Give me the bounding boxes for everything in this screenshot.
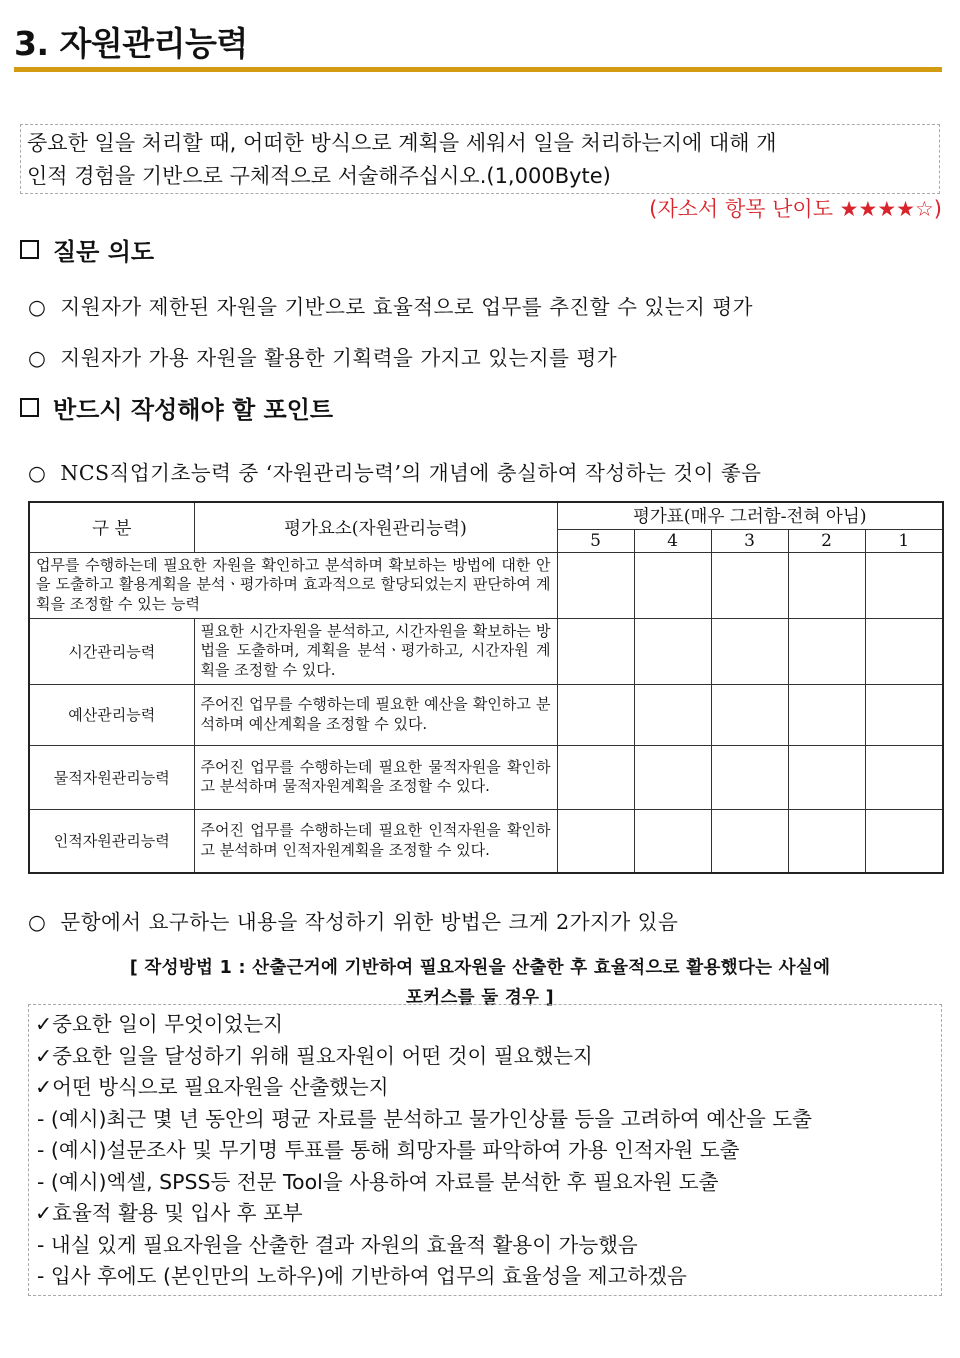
page-title: 3. 자원관리능력: [14, 24, 248, 63]
points-bullet-1: [28, 456, 762, 486]
score-cell[interactable]: [634, 618, 711, 684]
table-row: [29, 745, 943, 809]
score-cell[interactable]: [711, 618, 788, 684]
intent-bullet-1-text: 지원자가 제한된 자원을 기반으로 효율적으로 업무를 추진할 수 있는지 평가: [60, 295, 753, 319]
score-header: 3: [711, 529, 788, 552]
example-item: - 내실 있게 필요자원을 산출한 결과 자원의 효율적 활용이 가능했음: [37, 1232, 638, 1257]
score-cell[interactable]: [557, 684, 634, 745]
score-cell[interactable]: [634, 745, 711, 809]
score-header: 5: [557, 529, 634, 552]
title-underline: [14, 67, 942, 72]
row-description: 주어진 업무를 수행하는데 필요한 물적자원을 확인하고 분석하며 물적자원계획을 조정할 수 있다.: [194, 745, 557, 809]
intent-bullet-1: [28, 290, 753, 320]
checklist-item: ✓중요한 일을 달성하기 위해 필요자원이 어떤 것이 필요했는지: [35, 1043, 593, 1068]
circle-bullet-icon: ○: [28, 346, 47, 370]
section-heading-points: [20, 390, 333, 425]
score-header: 2: [788, 529, 865, 552]
row-description: 주어진 업무를 수행하는데 필요한 예산을 확인하고 분석하며 예산계획을 조정할 수 있다.: [194, 684, 557, 745]
section-heading-points-label: 반드시 작성해야 할 포인트: [53, 396, 334, 424]
circle-bullet-icon: ○: [28, 295, 47, 319]
score-cell[interactable]: [865, 745, 943, 809]
points-bullet-1-text: NCS직업기초능력 중 ‘자원관리능력’의 개념에 충실하여 작성하는 것이 좋음: [60, 461, 762, 485]
header-criteria: 평가요소(자원관리능력): [194, 502, 557, 552]
score-cell[interactable]: [711, 809, 788, 873]
method-1-box: [28, 1004, 942, 1296]
difficulty-rating: (자소서 항목 난이도 ★★★★☆): [649, 197, 942, 221]
circle-bullet-icon: ○: [28, 910, 47, 934]
score-cell[interactable]: [634, 552, 711, 618]
score-cell[interactable]: [865, 809, 943, 873]
header-scale: 평가표(매우 그러함-전혀 아님): [557, 502, 943, 529]
question-box: [20, 124, 940, 194]
score-cell[interactable]: [557, 809, 634, 873]
score-cell[interactable]: [788, 552, 865, 618]
score-cell[interactable]: [711, 745, 788, 809]
table-row: [29, 809, 943, 873]
section-heading-intent: [20, 232, 154, 267]
method-1-title-line-1: [ 작성방법 1 : 산출근거에 기반하여 필요자원을 산출한 후 효율적으로 활용했다는 사실에: [129, 958, 831, 978]
score-cell[interactable]: [865, 684, 943, 745]
evaluation-table: [28, 501, 944, 874]
score-header: 4: [634, 529, 711, 552]
square-bullet-icon: [20, 240, 39, 259]
table-row: [29, 684, 943, 745]
table-row: [29, 552, 943, 618]
score-cell[interactable]: [865, 552, 943, 618]
method-1-title-line-2: 포커스를 둘 경우 ]: [406, 988, 554, 1008]
checklist-item: ✓중요한 일이 무엇이었는지: [35, 1012, 284, 1036]
score-cell[interactable]: [788, 809, 865, 873]
points-bullet-2: [28, 905, 678, 935]
row-category: 물적자원관리능력: [29, 745, 194, 809]
row-description: 필요한 시간자원을 분석하고, 시간자원을 확보하는 방법을 도출하며, 계획을 분석ㆍ평가하고, 시간자원 계획을 조정할 수 있다.: [194, 618, 557, 684]
example-item: - (예시)엑셀, SPSS등 전문 Tool을 사용하여 자료를 분석한 후 필요자원 도출: [37, 1169, 719, 1194]
points-bullet-2-text: 문항에서 요구하는 내용을 작성하기 위한 방법은 크게 2가지가 있음: [60, 910, 679, 934]
score-cell[interactable]: [711, 552, 788, 618]
square-bullet-icon: [20, 398, 39, 417]
intent-bullet-2: [28, 341, 617, 371]
header-category: 구 분: [29, 502, 194, 552]
score-cell[interactable]: [788, 684, 865, 745]
checklist-item: ✓효율적 활용 및 입사 후 포부: [35, 1201, 303, 1225]
score-cell[interactable]: [634, 684, 711, 745]
intent-bullet-2-text: 지원자가 가용 자원을 활용한 기획력을 가지고 있는지를 평가: [60, 346, 618, 370]
circle-bullet-icon: ○: [28, 461, 47, 485]
question-line-2: 인적 경험을 기반으로 구체적으로 서술해주십시오.(1,000Byte): [27, 164, 611, 188]
score-cell[interactable]: [865, 618, 943, 684]
row-category: 인적자원관리능력: [29, 809, 194, 873]
score-cell[interactable]: [711, 684, 788, 745]
score-cell[interactable]: [557, 618, 634, 684]
row-description: 주어진 업무를 수행하는데 필요한 인적자원을 확인하고 분석하며 인적자원계획을 조정할 수 있다.: [194, 809, 557, 873]
section-heading-intent-label: 질문 의도: [53, 238, 155, 266]
criteria-intro: 업무를 수행하는데 필요한 자원을 확인하고 분석하며 확보하는 방법에 대한 안을 도출하고 활용계획을 분석ㆍ평가하며 효과적으로 할당되었는지 판단하여 계획을 조정할 수 있는 능력: [29, 552, 557, 618]
example-item: - (예시)설문조사 및 무기명 투표를 통해 희망자를 파악하여 가용 인적자원 도출: [37, 1138, 740, 1162]
example-item: - (예시)최근 몇 년 동안의 평균 자료를 분석하고 물가인상률 등을 고려하여 예산을 도출: [37, 1106, 812, 1131]
score-cell[interactable]: [557, 745, 634, 809]
row-category: 시간관리능력: [29, 618, 194, 684]
checklist-item: ✓어떤 방식으로 필요자원을 산출했는지: [35, 1075, 389, 1099]
question-line-1: 중요한 일을 처리할 때, 어떠한 방식으로 계획을 세워서 일을 처리하는지에 대해 개: [27, 131, 777, 155]
table-row: [29, 618, 943, 684]
example-item: - 입사 후에도 (본인만의 노하우)에 기반하여 업무의 효율성을 제고하겠음: [37, 1264, 687, 1288]
score-cell[interactable]: [557, 552, 634, 618]
score-cell[interactable]: [788, 618, 865, 684]
score-header: 1: [865, 529, 943, 552]
score-cell[interactable]: [788, 745, 865, 809]
score-cell[interactable]: [634, 809, 711, 873]
row-category: 예산관리능력: [29, 684, 194, 745]
